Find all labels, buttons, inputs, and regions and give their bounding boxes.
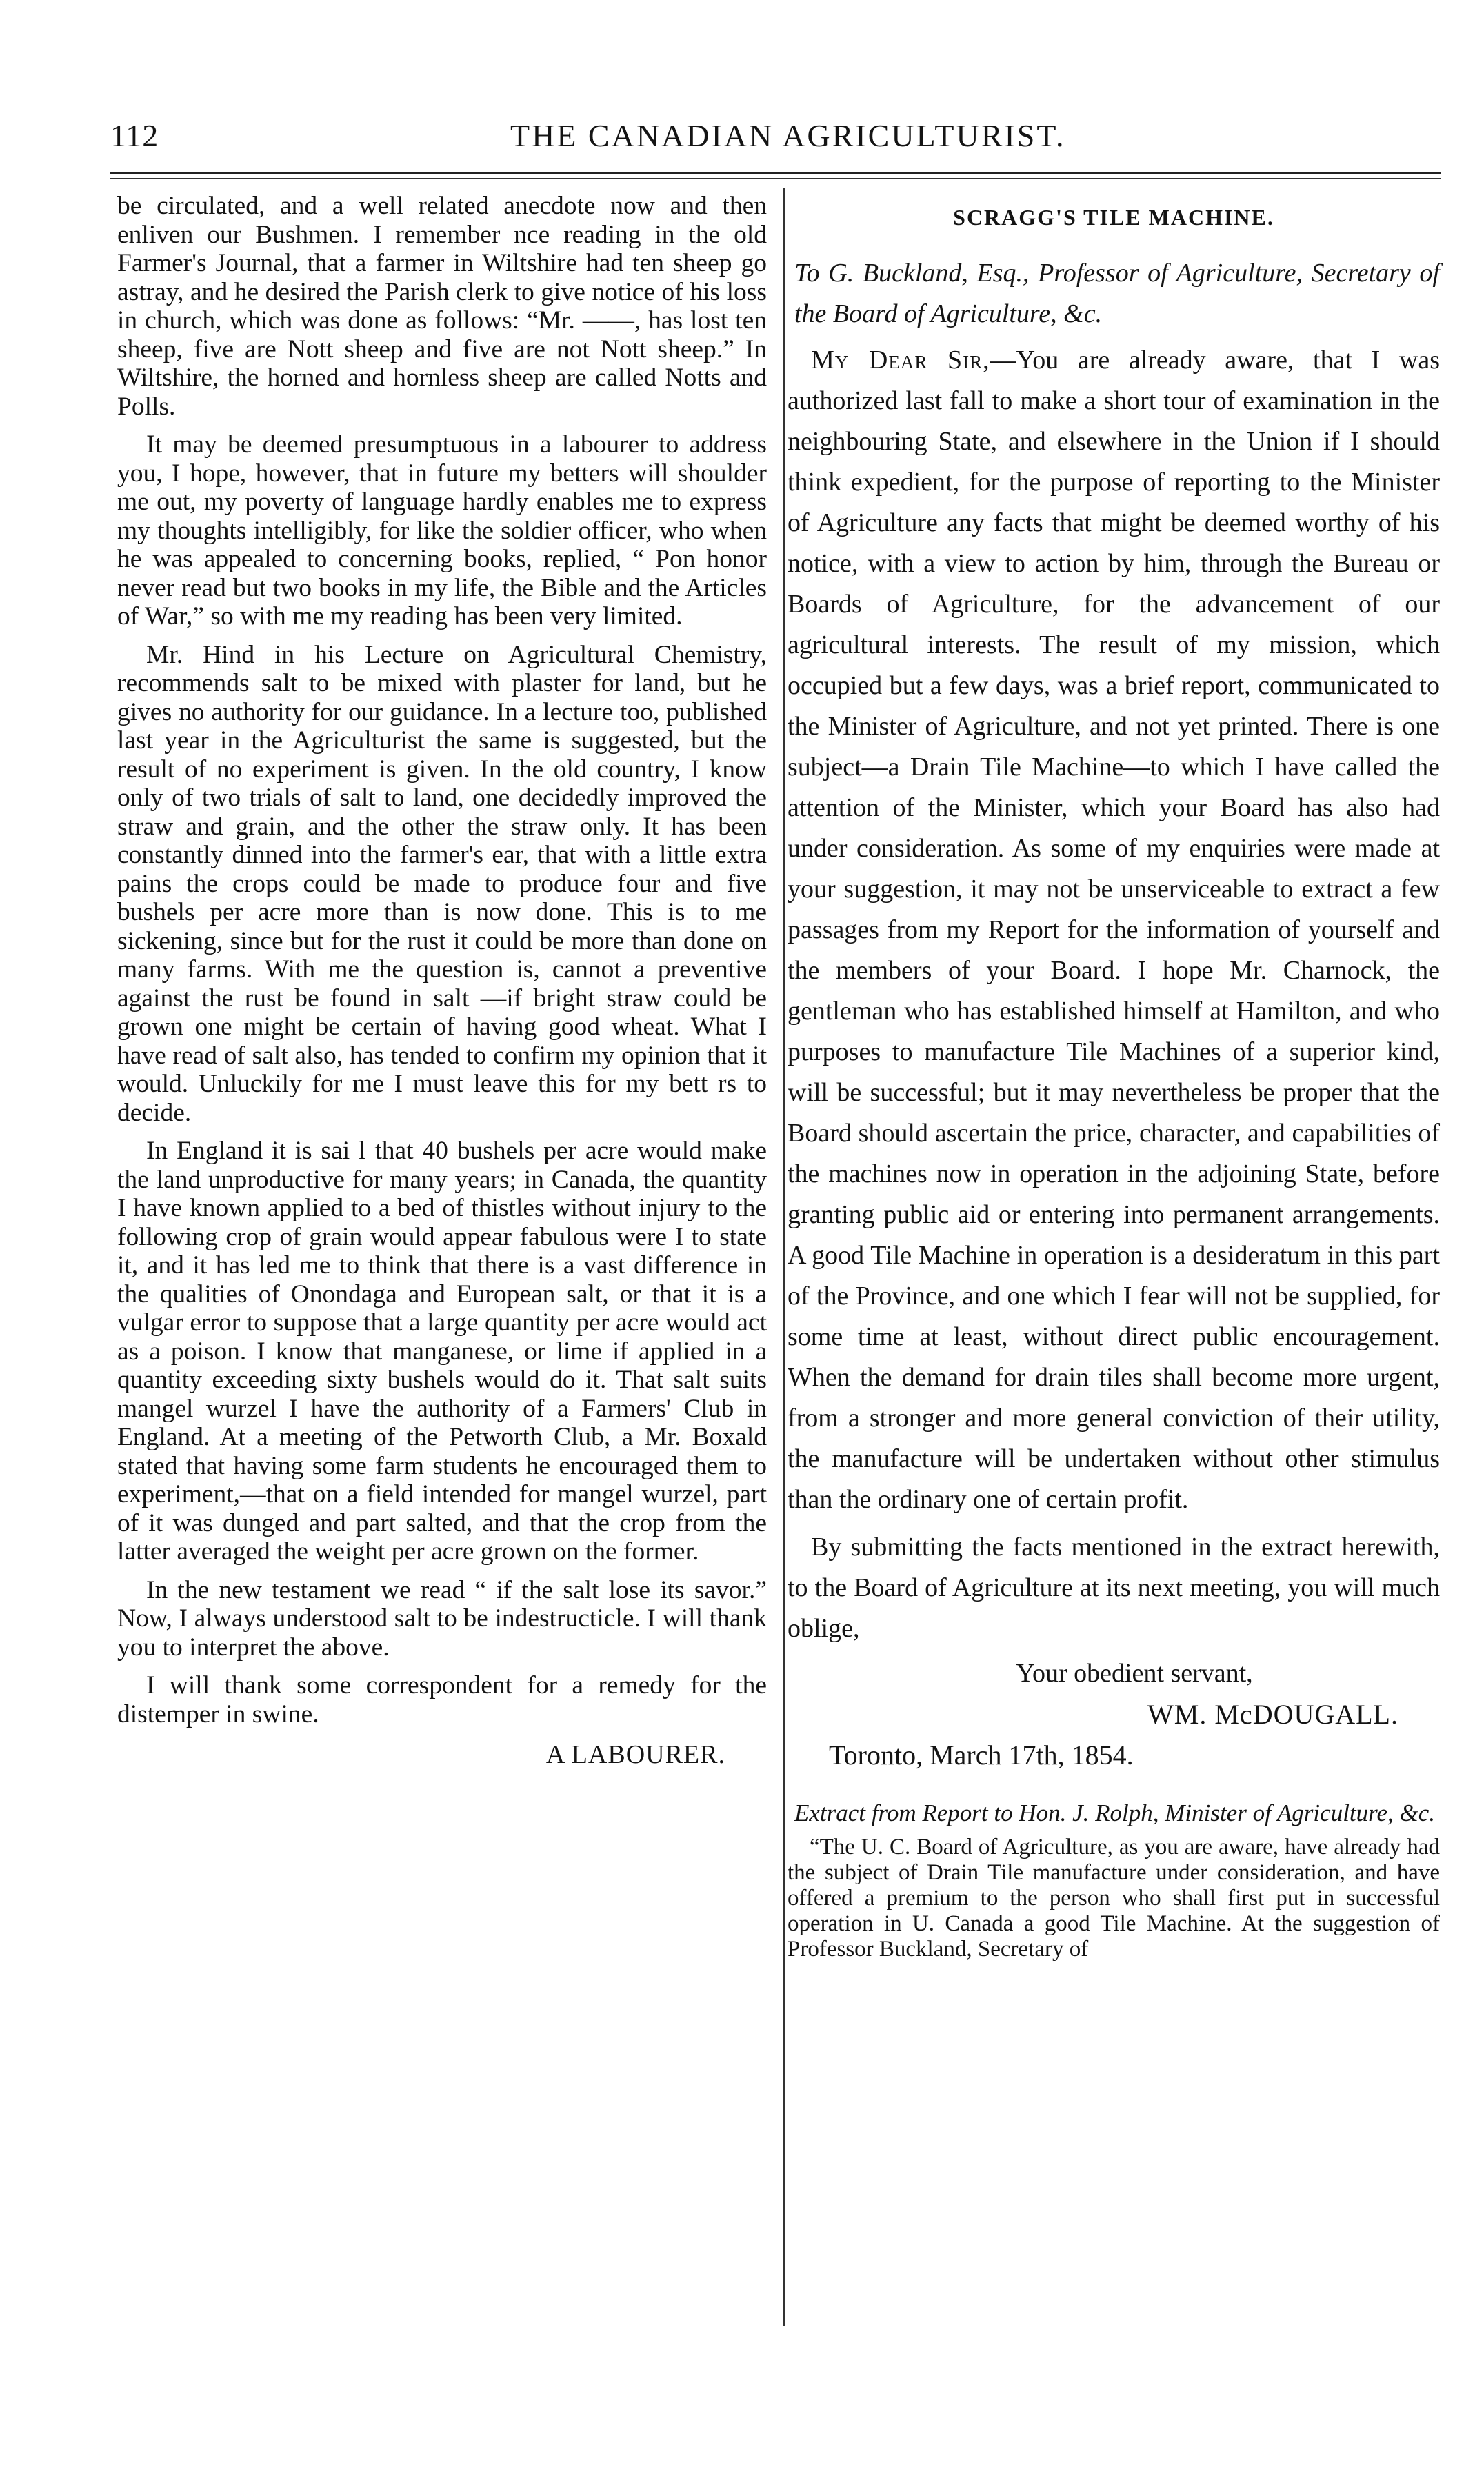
letter-body-text-1: —You are already aware, that I was authorized last fall to make a short tour of examination in the neighbouring State, and elsewhere in the Union if I should think expedient, for the purpose of reporting to the Minister of Agriculture any facts that might be deemed worthy of his notice, with a view to action by him, through the Bureau or Boards of Agriculture, for the advancement of our agricultural interests. The result of my mission, which occupied but a few days, was a brief report, communicated to the Minister of Agriculture, and not yet printed. There is one subject—a Drain Tile Machine—to which I have called the attention of the Minister, which your Board has also had under consideration. As some of my enquiries were made at your suggestion, it may not be unserviceable to extract a few passages from my Report for the information of yourself and the members of your Board. I hope Mr. Charnock, the gentleman who has established himself at Hamilton, and who purposes to manufacture Tile Machines of a superior kind, will be successful; but it may nevertheless be proper that the Board should ascertain the price, character, and capabilities of the machines now in operation in the adjoining State, before granting public aid or entering into permanent arrangements. A good Tile Machine in operation is a desideratum in this part of the Province, and one which I fear will not be supplied, for some time at least, without direct public encouragement. When the demand for drain tiles shall become more urgent, from a stronger and more general conviction of their utility, the manufacture will be undertaken without other stimulus than the ordinary one of certain profit. [788,346,1440,1514]
letter-dateline: Toronto, March 17th, 1854. [829,1739,1134,1771]
letter-address [788,253,1440,335]
letter-paragraph-4: In England it is sai l that 40 bushels per acre would make the land unproductive for many years; in Canada, the quantity I have known applied to a bed of thistles without injury to the following crop of grain would appear fabulous were I to state it, and it has led me to think that there is a vast difference in the qualities of Onondaga and European salt, or that it is a vulgar error to suppose that a large quantity per acre would act as a poison. I know that manganese, or lime if applied in a quantity exceeding sixty bushels would do it. That salt suits mangel wurzel I have the authority of a Farmers' Club in England. At a meeting of the Petworth Club, a Mr. Boxald stated that having some farm students he encouraged them to experiment,—that on a field intended for mangel wurzel, part of it was dunged and part salted, and that the crop from the latter averaged the weight per acre grown on the former. [117,1137,767,1566]
letter-body-paragraph-2: By submitting the facts mentioned in the extract herewith, to the Board of Agriculture at its next meeting, you will much oblige, [788,1533,1440,1643]
letter-paragraph-2: It may be deemed presumptuous in a labourer to address you, I hope, however, that in future my betters will shoulder me out, my poverty of language hardly enables me to express my thoughts intelligibly, for like the soldier officer, who when he was appealed to concerning books, replied, “ Pon honor never read but two books in my life, the Bible and the Articles of War,” so with me my reading has been very limited. [117,430,767,630]
letter-body-paragraph-1 [788,340,1440,1520]
header-rule-top [110,172,1441,174]
letter-paragraph-5: In the new testament we read “ if the salt lose its savor.” Now, I always understood salt to be indestructicle. I will thank you to interpret the above. [117,1575,767,1662]
extract-text: “The U. C. Board of Agriculture, as you are aware, have already had the subject of Drain Tile manufacture under consideration, and have offered a premium to the person who shall first put in successful operation in U. Canada a good Tile Machine. At the suggestion of Professor Buckland, Secretary of [788,1835,1440,1962]
journal-title: THE CANADIAN AGRICULTURIST. [510,118,1066,153]
page-number: 112 [110,118,159,153]
right-column [788,192,1440,1962]
extract-heading: Extract from Report to Hon. J. Rolph, Minister of Agriculture, &c. [794,1799,1436,1826]
letter-paragraph-6: I will thank some correspondent for a remedy for the distemper in swine. [117,1671,767,1728]
mcdougall-signature: WM. McDOUGALL. [1147,1699,1398,1730]
letter-paragraph-3: Mr. Hind in his Lecture on Agricultural Chemistry, recommends salt to be mixed with plaster for land, but he gives no authority for our guidance. In a lecture too, published last year in the Agriculturist the same is suggested, but the result of no experiment is given. In the old country, I know only of two trials of salt to land, one decidedly improved the straw and grain, and the other the straw only. It has been constantly dinned into the farmer's ear, that with a little extra pains the crops could be made to produce four and five bushels per acre more than is now done. This is to me sickening, since but for the rust it could be more than done on many farms. With me the question is, cannot a preventive against the rust be found in salt —if bright straw could be grown one might be certain of having good wheat. What I have read of salt also, has tended to confirm my opinion that it would. Unluckily for me I must leave this for my bett rs to decide. [117,640,767,1127]
header-rule-bottom [110,178,1441,179]
salutation: My Dear Sir, [811,346,990,375]
article-title: SCRAGG'S TILE MACHINE. [953,205,1274,230]
left-column [117,192,767,1770]
letter-closing: Your obedient servant, [1016,1659,1253,1688]
labourer-signature: A LABOURER. [545,1740,725,1769]
column-divider [783,188,785,2326]
letter-address-text: To G. Buckland, Esq., Professor of Agriculture, Secretary of the Board of Agriculture, &c. [794,259,1440,328]
page-header [110,117,1441,166]
letter-paragraph-1: be circulated, and a well related anecdote now and then enliven our Bushmen. I remember nce reading in the old Farmer's Journal, that a farmer in Wiltshire had ten sheep go astray, and he desired the Parish clerk to give notice of his loss in church, which was done as follows: “Mr. ——, has lost ten sheep, five are Nott sheep and five are not Nott sheep.” In Wiltshire, the horned and hornless sheep are called Notts and Polls. [117,192,767,421]
